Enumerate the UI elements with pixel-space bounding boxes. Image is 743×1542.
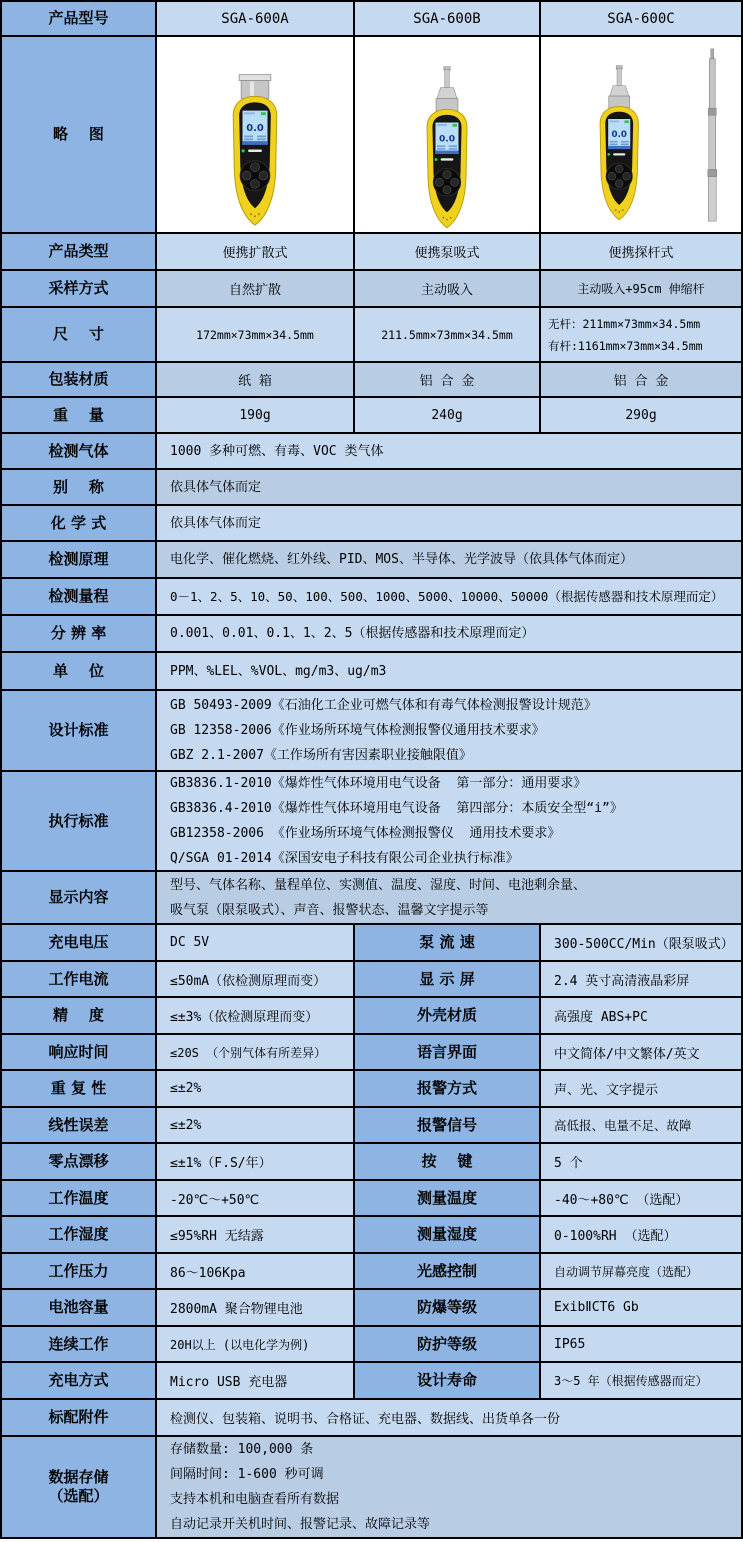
telescopic-rod — [708, 49, 717, 221]
row-detected-gas — [2, 434, 741, 470]
charging-voltage-value: DC 5V — [157, 925, 355, 960]
sketch-cell-c — [541, 37, 741, 232]
pump-flow-rate-value: 300-500CC/Min（限泵吸式） — [541, 925, 741, 960]
shell-material-value: 高强度 ABS+PC — [541, 998, 741, 1033]
explosion-proof-grade-label: 防爆等级 — [355, 1290, 541, 1325]
continuous-working-value: 20H以上 (以电化学为例) — [157, 1327, 355, 1361]
alias-line: 依具体气体而定 — [170, 479, 262, 495]
data-storage-line3: 支持本机和电脑查看所有数据 — [170, 1492, 340, 1507]
packaging-material-b: 铝 合 金 — [355, 363, 541, 396]
design-standard-value — [157, 691, 741, 770]
row-dimensions — [2, 308, 741, 363]
row-working-humidity-measuring-humidity — [2, 1217, 741, 1254]
execution-standard-line1: GB3836.1-2010《爆炸性气体环境用电气设备 第一部分：通用要求》 — [170, 776, 587, 791]
product-type-b: 便携泵吸式 — [355, 234, 541, 269]
row-charging-voltage-pump-flow — [2, 925, 741, 962]
detection-range-value — [157, 579, 741, 614]
buttons-value: 5 个 — [541, 1144, 741, 1179]
protection-grade-label: 防护等级 — [355, 1327, 541, 1361]
row-battery-capacity-explosion-proof — [2, 1290, 741, 1327]
row-product-type — [2, 234, 741, 271]
weight-label: 重 量 — [2, 398, 157, 432]
row-packaging-material — [2, 363, 741, 398]
row-response-time-language — [2, 1035, 741, 1071]
execution-standard-value — [157, 772, 741, 870]
unit-label: 单 位 — [2, 653, 157, 689]
dimensions-c-line2: 有杆:1161mm×73mm×34.5mm — [548, 338, 703, 353]
buttons-label: 按 键 — [355, 1144, 541, 1179]
row-detection-principle — [2, 542, 741, 579]
weight-c: 290g — [541, 398, 741, 432]
data-storage-label-line2: （选配） — [48, 1487, 109, 1505]
sampling-method-a: 自然扩散 — [157, 271, 355, 306]
response-time-value: ≤20S （个别气体有所差异） — [157, 1035, 355, 1069]
working-current-value: ≤50mA（依检测原理而变） — [157, 962, 355, 996]
dimensions-b: 211.5mm×73mm×34.5mm — [355, 308, 541, 361]
light-control-label: 光感控制 — [355, 1254, 541, 1288]
product-model-label: 产品型号 — [2, 2, 157, 35]
row-continuous-working-protection-grade — [2, 1327, 741, 1363]
row-linearity-error-alarm-signal — [2, 1108, 741, 1144]
device-c-illustration — [541, 37, 741, 232]
design-standard-line1: GB 50493-2009《石油化工企业可燃气体和有毒气体检测报警设计规范》 — [170, 698, 597, 713]
working-humidity-label: 工作湿度 — [2, 1217, 157, 1252]
working-pressure-label: 工作压力 — [2, 1254, 157, 1288]
light-control-value: 自动调节屏幕亮度（选配） — [541, 1254, 741, 1288]
alarm-mode-value: 声、光、文字提示 — [541, 1071, 741, 1106]
execution-standard-line4: Q/SGA 01-2014《深国安电子科技有限公司企业执行标准》 — [170, 851, 519, 866]
chemical-formula-value — [157, 506, 741, 540]
chemical-formula-label: 化 学 式 — [2, 506, 157, 540]
detected-gas-value — [157, 434, 741, 468]
data-storage-line4: 自动记录开关机时间、报警记录、故障记录等 — [170, 1517, 431, 1532]
row-accuracy-shell-material — [2, 998, 741, 1035]
unit-value — [157, 653, 741, 689]
row-chemical-formula — [2, 506, 741, 542]
model-c: SGA-600C — [541, 2, 741, 35]
linearity-error-value: ≤±2% — [157, 1108, 355, 1142]
working-humidity-value: ≤95%RH 无结露 — [157, 1217, 355, 1252]
row-alias — [2, 470, 741, 506]
response-time-label: 响应时间 — [2, 1035, 157, 1069]
display-content-line1: 型号、气体名称、量程单位、实测值、温度、湿度、时间、电池剩余量、 — [170, 877, 587, 893]
battery-capacity-value: 2800mA 聚合物锂电池 — [157, 1290, 355, 1325]
design-standard-label: 设计标准 — [2, 691, 157, 770]
display-screen-value: 2.4 英寸高清液晶彩屏 — [541, 962, 741, 996]
chemical-formula-line: 依具体气体而定 — [170, 515, 262, 531]
shell-material-label: 外壳材质 — [355, 998, 541, 1033]
row-display-content — [2, 872, 741, 925]
display-screen-label: 显 示 屏 — [355, 962, 541, 996]
row-data-storage — [2, 1437, 741, 1537]
sampling-method-label: 采样方式 — [2, 271, 157, 306]
product-type-a: 便携扩散式 — [157, 234, 355, 269]
charging-voltage-label: 充电电压 — [2, 925, 157, 960]
language-ui-label: 语言界面 — [355, 1035, 541, 1069]
sketch-row — [2, 37, 741, 234]
product-type-label: 产品类型 — [2, 234, 157, 269]
display-content-label: 显示内容 — [2, 872, 157, 923]
data-storage-line1: 存储数量: 100,000 条 — [170, 1442, 314, 1457]
resolution-line: 0.001、0.01、0.1、1、2、5（根据传感器和技术原理而定） — [170, 626, 535, 641]
alias-value — [157, 470, 741, 504]
device-a-illustration — [157, 37, 353, 232]
row-working-current-display-screen — [2, 962, 741, 998]
language-ui-value: 中文简体/中文繁体/英文 — [541, 1035, 741, 1069]
data-storage-label — [2, 1437, 157, 1537]
model-a: SGA-600A — [157, 2, 355, 35]
working-current-label: 工作电流 — [2, 962, 157, 996]
product-type-c: 便携探杆式 — [541, 234, 741, 269]
row-execution-standard — [2, 772, 741, 872]
execution-standard-label: 执行标准 — [2, 772, 157, 870]
working-temperature-label: 工作温度 — [2, 1181, 157, 1215]
battery-capacity-label: 电池容量 — [2, 1290, 157, 1325]
dimensions-c — [541, 308, 741, 361]
detected-gas-label: 检测气体 — [2, 434, 157, 468]
linearity-error-label: 线性误差 — [2, 1108, 157, 1142]
zero-drift-value: ≤±1%（F.S/年） — [157, 1144, 355, 1179]
sketch-cell-b — [355, 37, 541, 232]
working-temperature-value: -20℃～+50℃ — [157, 1181, 355, 1215]
protection-grade-value: IP65 — [541, 1327, 741, 1361]
device-b-illustration — [355, 37, 539, 232]
alarm-signal-label: 报警信号 — [355, 1108, 541, 1142]
sampling-method-c: 主动吸入+95cm 伸缩杆 — [541, 271, 741, 306]
row-resolution — [2, 616, 741, 653]
row-charging-method-design-life — [2, 1363, 741, 1400]
charging-method-value: Micro USB 充电器 — [157, 1363, 355, 1398]
detection-principle-label: 检测原理 — [2, 542, 157, 577]
sketch-cell-a — [157, 37, 355, 232]
row-working-temp-measuring-temp — [2, 1181, 741, 1217]
accessories-label: 标配附件 — [2, 1400, 157, 1435]
data-storage-value — [157, 1437, 741, 1537]
row-sampling-method — [2, 271, 741, 308]
continuous-working-label: 连续工作 — [2, 1327, 157, 1361]
design-standard-line2: GB 12358-2006《作业场所环境气体检测报警仪通用技术要求》 — [170, 723, 545, 738]
repeatability-label: 重 复 性 — [2, 1071, 157, 1106]
dimensions-c-line1: 无杆：211mm×73mm×34.5mm — [548, 316, 701, 331]
design-standard-line3: GBZ 2.1-2007《工作场所有害因素职业接触限值》 — [170, 748, 472, 763]
unit-line: PPM、%LEL、%VOL、mg/m3、ug/m3 — [170, 663, 387, 679]
accuracy-label: 精 度 — [2, 998, 157, 1033]
resolution-value — [157, 616, 741, 651]
repeatability-value: ≤±2% — [157, 1071, 355, 1106]
display-content-value — [157, 872, 741, 923]
row-repeatability-alarm-mode — [2, 1071, 741, 1108]
dimensions-a: 172mm×73mm×34.5mm — [157, 308, 355, 361]
data-storage-label-line1: 数据存储 — [48, 1468, 109, 1487]
accessories-value: 检测仪、包装箱、说明书、合格证、充电器、数据线、出货单各一份 — [157, 1400, 741, 1435]
measuring-temperature-label: 测量温度 — [355, 1181, 541, 1215]
design-life-value: 3～5 年（根据传感器而定） — [541, 1363, 741, 1398]
row-zero-drift-buttons — [2, 1144, 741, 1181]
packaging-material-a: 纸 箱 — [157, 363, 355, 396]
weight-a: 190g — [157, 398, 355, 432]
alarm-signal-value: 高低报、电量不足、故障 — [541, 1108, 741, 1142]
measuring-humidity-label: 测量湿度 — [355, 1217, 541, 1252]
accuracy-value: ≤±3%（依检测原理而变） — [157, 998, 355, 1033]
resolution-label: 分 辨 率 — [2, 616, 157, 651]
detection-principle-line: 电化学、催化燃烧、红外线、PID、MOS、半导体、光学波导（依具体气体而定） — [170, 552, 633, 567]
row-design-standard — [2, 691, 741, 772]
measuring-humidity-value: 0-100%RH （选配） — [541, 1217, 741, 1252]
alias-label: 别 称 — [2, 470, 157, 504]
header-row — [2, 2, 741, 37]
zero-drift-label: 零点漂移 — [2, 1144, 157, 1179]
execution-standard-line3: GB12358-2006 《作业场所环境气体检测报警仪 通用技术要求》 — [170, 826, 561, 841]
pump-flow-rate-label: 泵 流 速 — [355, 925, 541, 960]
row-weight — [2, 398, 741, 434]
row-accessories — [2, 1400, 741, 1437]
row-detection-range — [2, 579, 741, 616]
alarm-mode-label: 报警方式 — [355, 1071, 541, 1106]
detected-gas-line: 1000 多种可燃、有毒、VOC 类气体 — [170, 443, 384, 459]
packaging-material-c: 铝 合 金 — [541, 363, 741, 396]
row-working-pressure-light-control — [2, 1254, 741, 1290]
explosion-proof-grade-value: ExibⅡCT6 Gb — [541, 1290, 741, 1325]
design-life-label: 设计寿命 — [355, 1363, 541, 1398]
measuring-temperature-value: -40～+80℃ （选配） — [541, 1181, 741, 1215]
model-b: SGA-600B — [355, 2, 541, 35]
dimensions-label: 尺 寸 — [2, 308, 157, 361]
charging-method-label: 充电方式 — [2, 1363, 157, 1398]
packaging-material-label: 包装材质 — [2, 363, 157, 396]
row-unit — [2, 653, 741, 691]
detection-range-line: 0－1、2、5、10、50、100、500、1000、5000、10000、50000（根据传感器和技术原理而定） — [170, 589, 724, 604]
data-storage-line2: 间隔时间: 1-600 秒可调 — [170, 1467, 324, 1482]
working-pressure-value: 86～106Kpa — [157, 1254, 355, 1288]
sketch-label: 略 图 — [2, 37, 157, 232]
detection-range-label: 检测量程 — [2, 579, 157, 614]
execution-standard-line2: GB3836.4-2010《爆炸性气体环境用电气设备 第四部分：本质安全型“i”》 — [170, 801, 623, 816]
weight-b: 240g — [355, 398, 541, 432]
display-content-line2: 吸气泵（限泵吸式）、声音、报警状态、温馨文字提示等 — [170, 902, 489, 918]
detection-principle-value — [157, 542, 741, 577]
sampling-method-b: 主动吸入 — [355, 271, 541, 306]
